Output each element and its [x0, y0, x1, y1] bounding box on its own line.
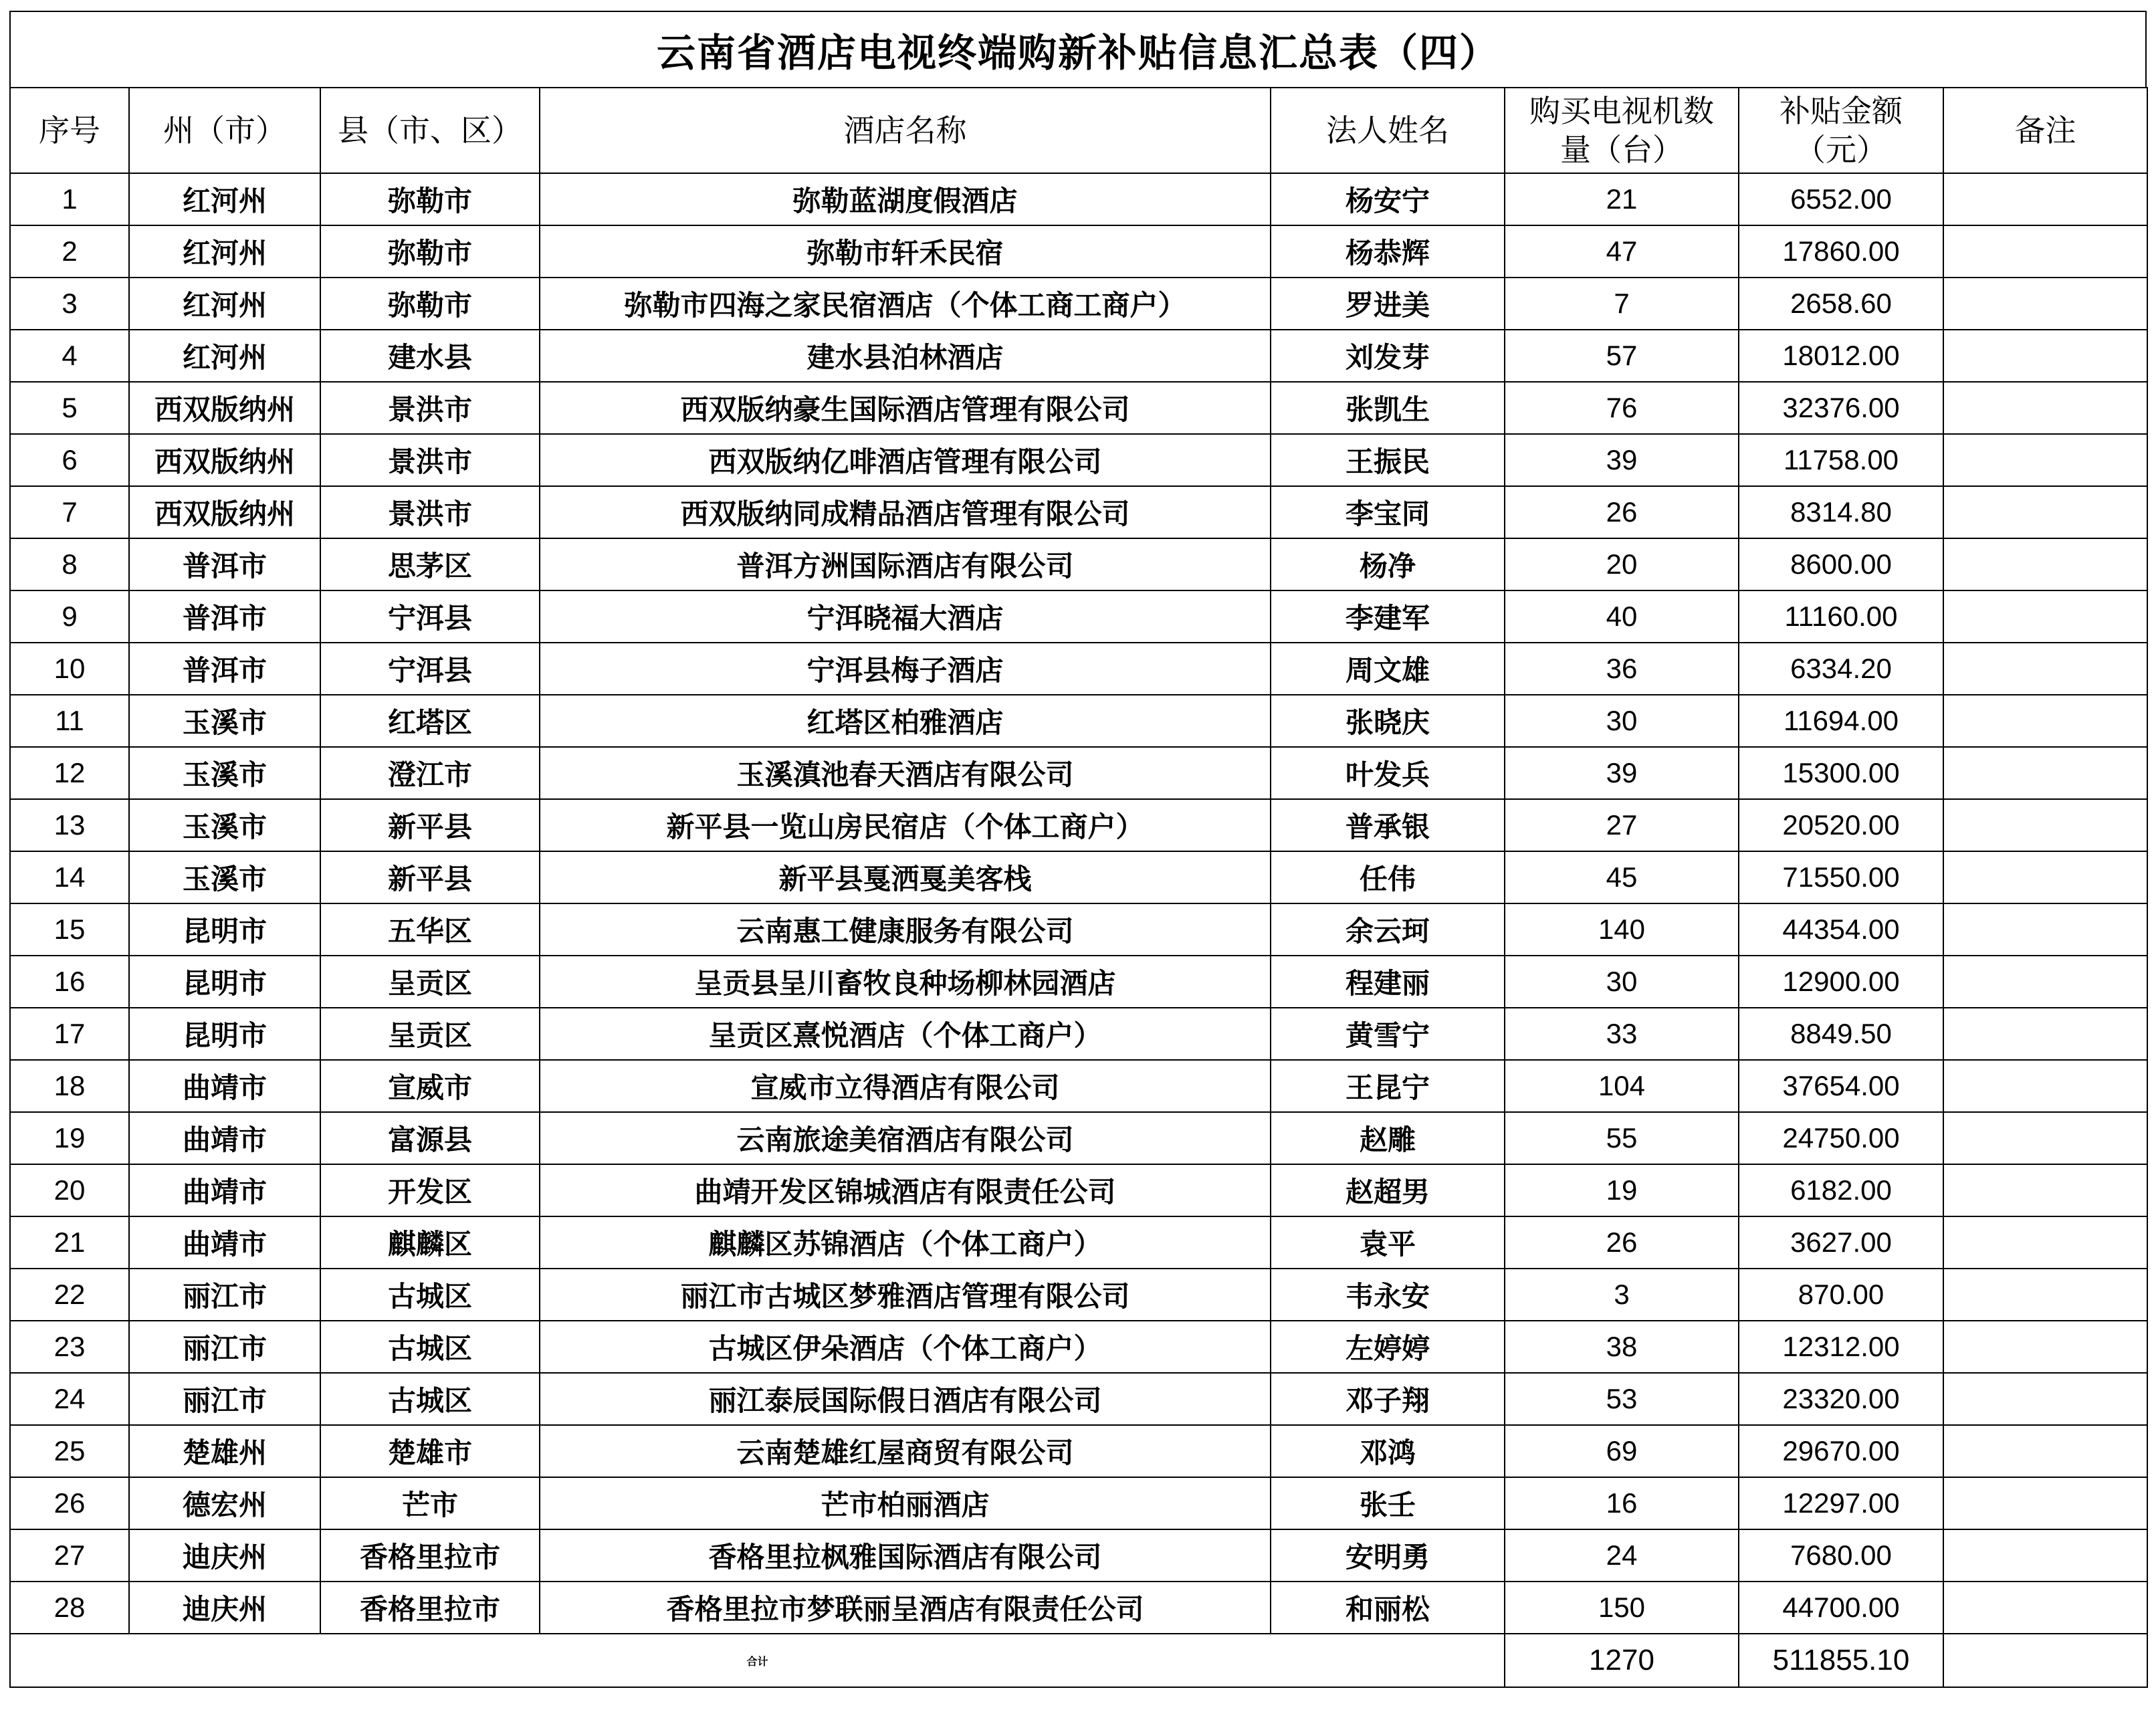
header-index: 序号: [10, 88, 129, 173]
cell-legal-person: 刘发芽: [1271, 330, 1505, 382]
total-subsidy: 511855.10: [1739, 1634, 1943, 1687]
cell-tv-count: 26: [1505, 1216, 1739, 1269]
cell-hotel-name: 弥勒蓝湖度假酒店: [540, 173, 1271, 225]
cell-prefecture: 玉溪市: [129, 695, 320, 747]
cell-county: 宁洱县: [320, 643, 540, 695]
cell-index: 5: [10, 382, 129, 434]
cell-prefecture: 曲靖市: [129, 1216, 320, 1269]
cell-prefecture: 德宏州: [129, 1477, 320, 1529]
table-row: [10, 330, 2147, 382]
cell-index: 3: [10, 278, 129, 330]
table-row: [10, 1425, 2147, 1477]
cell-hotel-name: 呈贡县呈川畜牧良种场柳林园酒店: [540, 956, 1271, 1008]
cell-subsidy: 24750.00: [1739, 1112, 1943, 1164]
table-row: [10, 1529, 2147, 1582]
cell-county: 建水县: [320, 330, 540, 382]
cell-tv-count: 45: [1505, 851, 1739, 903]
cell-tv-count: 21: [1505, 173, 1739, 225]
cell-county: 景洪市: [320, 486, 540, 538]
cell-legal-person: 赵雕: [1271, 1112, 1505, 1164]
cell-prefecture: 普洱市: [129, 643, 320, 695]
cell-tv-count: 19: [1505, 1164, 1739, 1216]
cell-prefecture: 普洱市: [129, 590, 320, 643]
cell-hotel-name: 丽江市古城区梦雅酒店管理有限公司: [540, 1269, 1271, 1321]
cell-legal-person: 杨净: [1271, 538, 1505, 590]
cell-legal-person: 王昆宁: [1271, 1060, 1505, 1112]
cell-subsidy: 11160.00: [1739, 590, 1943, 643]
cell-hotel-name: 新平县一览山房民宿店（个体工商户）: [540, 799, 1271, 851]
cell-index: 17: [10, 1008, 129, 1060]
table-row: [10, 382, 2147, 434]
cell-hotel-name: 麒麟区苏锦酒店（个体工商户）: [540, 1216, 1271, 1269]
cell-index: 20: [10, 1164, 129, 1216]
cell-remark: [1943, 747, 2147, 799]
cell-tv-count: 3: [1505, 1269, 1739, 1321]
cell-prefecture: 迪庆州: [129, 1529, 320, 1582]
cell-hotel-name: 新平县戛洒戛美客栈: [540, 851, 1271, 903]
cell-index: 18: [10, 1060, 129, 1112]
cell-prefecture: 普洱市: [129, 538, 320, 590]
cell-prefecture: 曲靖市: [129, 1164, 320, 1216]
table-row: [10, 851, 2147, 903]
table-row: [10, 1112, 2147, 1164]
cell-tv-count: 16: [1505, 1477, 1739, 1529]
cell-remark: [1943, 643, 2147, 695]
cell-legal-person: 袁平: [1271, 1216, 1505, 1269]
cell-tv-count: 36: [1505, 643, 1739, 695]
cell-index: 13: [10, 799, 129, 851]
cell-hotel-name: 香格里拉枫雅国际酒店有限公司: [540, 1529, 1271, 1582]
table-row: [10, 434, 2147, 486]
cell-prefecture: 西双版纳州: [129, 486, 320, 538]
cell-tv-count: 24: [1505, 1529, 1739, 1582]
cell-remark: [1943, 538, 2147, 590]
cell-prefecture: 红河州: [129, 330, 320, 382]
table-row: [10, 956, 2147, 1008]
cell-remark: [1943, 225, 2147, 278]
cell-remark: [1943, 382, 2147, 434]
cell-legal-person: 邓鸿: [1271, 1425, 1505, 1477]
cell-prefecture: 西双版纳州: [129, 382, 320, 434]
cell-legal-person: 周文雄: [1271, 643, 1505, 695]
cell-legal-person: 安明勇: [1271, 1529, 1505, 1582]
cell-subsidy: 6182.00: [1739, 1164, 1943, 1216]
cell-hotel-name: 曲靖开发区锦城酒店有限责任公司: [540, 1164, 1271, 1216]
table-row: [10, 1164, 2147, 1216]
cell-legal-person: 张凯生: [1271, 382, 1505, 434]
cell-county: 弥勒市: [320, 173, 540, 225]
cell-tv-count: 55: [1505, 1112, 1739, 1164]
table-row: [10, 1321, 2147, 1373]
cell-tv-count: 69: [1505, 1425, 1739, 1477]
cell-county: 古城区: [320, 1321, 540, 1373]
cell-remark: [1943, 956, 2147, 1008]
cell-hotel-name: 宣威市立得酒店有限公司: [540, 1060, 1271, 1112]
cell-tv-count: 26: [1505, 486, 1739, 538]
table-row: [10, 1582, 2147, 1634]
cell-county: 澄江市: [320, 747, 540, 799]
cell-subsidy: 6552.00: [1739, 173, 1943, 225]
table-row: [10, 643, 2147, 695]
cell-remark: [1943, 1269, 2147, 1321]
cell-index: 6: [10, 434, 129, 486]
cell-hotel-name: 弥勒市轩禾民宿: [540, 225, 1271, 278]
table-row: [10, 695, 2147, 747]
cell-subsidy: 8314.80: [1739, 486, 1943, 538]
cell-tv-count: 27: [1505, 799, 1739, 851]
cell-county: 香格里拉市: [320, 1582, 540, 1634]
cell-legal-person: 叶发兵: [1271, 747, 1505, 799]
cell-hotel-name: 香格里拉市梦联丽呈酒店有限责任公司: [540, 1582, 1271, 1634]
cell-legal-person: 黄雪宁: [1271, 1008, 1505, 1060]
cell-prefecture: 西双版纳州: [129, 434, 320, 486]
cell-county: 新平县: [320, 851, 540, 903]
cell-legal-person: 普承银: [1271, 799, 1505, 851]
cell-tv-count: 150: [1505, 1582, 1739, 1634]
cell-subsidy: 3627.00: [1739, 1216, 1943, 1269]
cell-remark: [1943, 1582, 2147, 1634]
cell-legal-person: 左婷婷: [1271, 1321, 1505, 1373]
cell-prefecture: 曲靖市: [129, 1060, 320, 1112]
cell-index: 7: [10, 486, 129, 538]
spreadsheet: [9, 11, 2147, 1688]
table-row: [10, 903, 2147, 956]
header-county: 县（市、区）: [320, 88, 540, 173]
cell-index: 4: [10, 330, 129, 382]
cell-prefecture: 昆明市: [129, 903, 320, 956]
cell-county: 红塔区: [320, 695, 540, 747]
table-row: [10, 278, 2147, 330]
cell-legal-person: 程建丽: [1271, 956, 1505, 1008]
cell-tv-count: 57: [1505, 330, 1739, 382]
cell-tv-count: 39: [1505, 747, 1739, 799]
cell-tv-count: 140: [1505, 903, 1739, 956]
cell-hotel-name: 宁洱县梅子酒店: [540, 643, 1271, 695]
cell-index: 28: [10, 1582, 129, 1634]
cell-subsidy: 7680.00: [1739, 1529, 1943, 1582]
cell-remark: [1943, 1425, 2147, 1477]
table-row: [10, 747, 2147, 799]
cell-prefecture: 昆明市: [129, 956, 320, 1008]
cell-hotel-name: 云南旅途美宿酒店有限公司: [540, 1112, 1271, 1164]
cell-remark: [1943, 1112, 2147, 1164]
cell-index: 24: [10, 1373, 129, 1425]
cell-tv-count: 47: [1505, 225, 1739, 278]
cell-index: 22: [10, 1269, 129, 1321]
cell-county: 楚雄市: [320, 1425, 540, 1477]
cell-subsidy: 17860.00: [1739, 225, 1943, 278]
cell-legal-person: 张壬: [1271, 1477, 1505, 1529]
cell-hotel-name: 弥勒市四海之家民宿酒店（个体工商工商户）: [540, 278, 1271, 330]
cell-subsidy: 15300.00: [1739, 747, 1943, 799]
cell-hotel-name: 古城区伊朵酒店（个体工商户）: [540, 1321, 1271, 1373]
header-legal-person: 法人姓名: [1271, 88, 1505, 173]
header-hotel: 酒店名称: [540, 88, 1271, 173]
cell-prefecture: 丽江市: [129, 1269, 320, 1321]
cell-hotel-name: 芒市柏丽酒店: [540, 1477, 1271, 1529]
cell-county: 五华区: [320, 903, 540, 956]
cell-tv-count: 30: [1505, 695, 1739, 747]
cell-tv-count: 38: [1505, 1321, 1739, 1373]
cell-legal-person: 李宝同: [1271, 486, 1505, 538]
cell-tv-count: 53: [1505, 1373, 1739, 1425]
cell-index: 27: [10, 1529, 129, 1582]
cell-index: 23: [10, 1321, 129, 1373]
cell-subsidy: 71550.00: [1739, 851, 1943, 903]
cell-index: 15: [10, 903, 129, 956]
cell-subsidy: 23320.00: [1739, 1373, 1943, 1425]
cell-prefecture: 曲靖市: [129, 1112, 320, 1164]
cell-county: 呈贡区: [320, 1008, 540, 1060]
cell-remark: [1943, 590, 2147, 643]
header-row: [10, 88, 2147, 173]
cell-tv-count: 104: [1505, 1060, 1739, 1112]
cell-legal-person: 张晓庆: [1271, 695, 1505, 747]
cell-remark: [1943, 851, 2147, 903]
total-remark: [1943, 1634, 2147, 1687]
table-row: [10, 1269, 2147, 1321]
table-row: [10, 590, 2147, 643]
cell-prefecture: 丽江市: [129, 1321, 320, 1373]
cell-remark: [1943, 1477, 2147, 1529]
cell-index: 9: [10, 590, 129, 643]
cell-subsidy: 37654.00: [1739, 1060, 1943, 1112]
cell-remark: [1943, 278, 2147, 330]
cell-remark: [1943, 434, 2147, 486]
cell-county: 新平县: [320, 799, 540, 851]
cell-county: 宣威市: [320, 1060, 540, 1112]
cell-county: 景洪市: [320, 382, 540, 434]
cell-remark: [1943, 330, 2147, 382]
cell-hotel-name: 西双版纳同成精品酒店管理有限公司: [540, 486, 1271, 538]
table-row: [10, 1060, 2147, 1112]
cell-county: 古城区: [320, 1373, 540, 1425]
cell-subsidy: 44700.00: [1739, 1582, 1943, 1634]
cell-hotel-name: 云南惠工健康服务有限公司: [540, 903, 1271, 956]
cell-index: 2: [10, 225, 129, 278]
cell-hotel-name: 红塔区柏雅酒店: [540, 695, 1271, 747]
cell-prefecture: 红河州: [129, 278, 320, 330]
cell-hotel-name: 西双版纳豪生国际酒店管理有限公司: [540, 382, 1271, 434]
cell-remark: [1943, 799, 2147, 851]
cell-index: 1: [10, 173, 129, 225]
cell-legal-person: 王振民: [1271, 434, 1505, 486]
total-label: 合计: [10, 1634, 1505, 1687]
cell-remark: [1943, 903, 2147, 956]
cell-tv-count: 20: [1505, 538, 1739, 590]
cell-county: 景洪市: [320, 434, 540, 486]
cell-subsidy: 32376.00: [1739, 382, 1943, 434]
cell-county: 香格里拉市: [320, 1529, 540, 1582]
cell-legal-person: 和丽松: [1271, 1582, 1505, 1634]
cell-legal-person: 任伟: [1271, 851, 1505, 903]
cell-hotel-name: 玉溪滇池春天酒店有限公司: [540, 747, 1271, 799]
cell-tv-count: 40: [1505, 590, 1739, 643]
cell-legal-person: 余云珂: [1271, 903, 1505, 956]
cell-prefecture: 迪庆州: [129, 1582, 320, 1634]
cell-index: 21: [10, 1216, 129, 1269]
cell-subsidy: 8849.50: [1739, 1008, 1943, 1060]
cell-county: 弥勒市: [320, 278, 540, 330]
table-row: [10, 173, 2147, 225]
cell-prefecture: 红河州: [129, 225, 320, 278]
table-row: [10, 1008, 2147, 1060]
cell-index: 10: [10, 643, 129, 695]
table-row: [10, 1373, 2147, 1425]
header-tv-count: 购买电视机数量（台）: [1505, 88, 1739, 173]
table-row: [10, 538, 2147, 590]
cell-remark: [1943, 1164, 2147, 1216]
cell-index: 8: [10, 538, 129, 590]
cell-subsidy: 6334.20: [1739, 643, 1943, 695]
cell-subsidy: 11758.00: [1739, 434, 1943, 486]
cell-index: 12: [10, 747, 129, 799]
cell-county: 思茅区: [320, 538, 540, 590]
cell-legal-person: 李建军: [1271, 590, 1505, 643]
cell-legal-person: 杨安宁: [1271, 173, 1505, 225]
cell-subsidy: 2658.60: [1739, 278, 1943, 330]
cell-index: 25: [10, 1425, 129, 1477]
cell-county: 弥勒市: [320, 225, 540, 278]
cell-subsidy: 12297.00: [1739, 1477, 1943, 1529]
header-subsidy: 补贴金额（元）: [1739, 88, 1943, 173]
cell-tv-count: 76: [1505, 382, 1739, 434]
cell-county: 宁洱县: [320, 590, 540, 643]
cell-hotel-name: 建水县泊林酒店: [540, 330, 1271, 382]
cell-tv-count: 39: [1505, 434, 1739, 486]
table-row: [10, 486, 2147, 538]
cell-legal-person: 罗进美: [1271, 278, 1505, 330]
cell-prefecture: 玉溪市: [129, 747, 320, 799]
cell-county: 麒麟区: [320, 1216, 540, 1269]
cell-county: 古城区: [320, 1269, 540, 1321]
cell-county: 呈贡区: [320, 956, 540, 1008]
cell-index: 26: [10, 1477, 129, 1529]
cell-index: 19: [10, 1112, 129, 1164]
cell-hotel-name: 呈贡区熹悦酒店（个体工商户）: [540, 1008, 1271, 1060]
table-body: [10, 173, 2147, 1634]
cell-subsidy: 44354.00: [1739, 903, 1943, 956]
cell-remark: [1943, 1008, 2147, 1060]
cell-prefecture: 丽江市: [129, 1373, 320, 1425]
total-tv-count: 1270: [1505, 1634, 1739, 1687]
cell-subsidy: 12312.00: [1739, 1321, 1943, 1373]
cell-subsidy: 11694.00: [1739, 695, 1943, 747]
table-title: 云南省酒店电视终端购新补贴信息汇总表（四）: [9, 11, 2147, 87]
table-row: [10, 799, 2147, 851]
header-remark: 备注: [1943, 88, 2147, 173]
cell-tv-count: 30: [1505, 956, 1739, 1008]
cell-subsidy: 18012.00: [1739, 330, 1943, 382]
cell-prefecture: 昆明市: [129, 1008, 320, 1060]
total-row: [10, 1634, 2147, 1687]
cell-remark: [1943, 173, 2147, 225]
header-prefecture: 州（市）: [129, 88, 320, 173]
cell-prefecture: 楚雄州: [129, 1425, 320, 1477]
cell-remark: [1943, 1060, 2147, 1112]
cell-legal-person: 杨恭辉: [1271, 225, 1505, 278]
cell-index: 11: [10, 695, 129, 747]
cell-subsidy: 12900.00: [1739, 956, 1943, 1008]
cell-remark: [1943, 486, 2147, 538]
cell-subsidy: 29670.00: [1739, 1425, 1943, 1477]
cell-index: 14: [10, 851, 129, 903]
cell-tv-count: 33: [1505, 1008, 1739, 1060]
cell-hotel-name: 云南楚雄红屋商贸有限公司: [540, 1425, 1271, 1477]
cell-legal-person: 赵超男: [1271, 1164, 1505, 1216]
cell-county: 富源县: [320, 1112, 540, 1164]
cell-tv-count: 7: [1505, 278, 1739, 330]
cell-hotel-name: 普洱方洲国际酒店有限公司: [540, 538, 1271, 590]
table-row: [10, 225, 2147, 278]
cell-remark: [1943, 1321, 2147, 1373]
cell-hotel-name: 宁洱晓福大酒店: [540, 590, 1271, 643]
cell-prefecture: 玉溪市: [129, 851, 320, 903]
cell-remark: [1943, 1373, 2147, 1425]
cell-remark: [1943, 695, 2147, 747]
cell-subsidy: 8600.00: [1739, 538, 1943, 590]
cell-prefecture: 玉溪市: [129, 799, 320, 851]
subsidy-table: [9, 87, 2148, 1688]
table-row: [10, 1477, 2147, 1529]
cell-subsidy: 20520.00: [1739, 799, 1943, 851]
cell-prefecture: 红河州: [129, 173, 320, 225]
table-row: [10, 1216, 2147, 1269]
cell-index: 16: [10, 956, 129, 1008]
cell-legal-person: 韦永安: [1271, 1269, 1505, 1321]
cell-legal-person: 邓子翔: [1271, 1373, 1505, 1425]
cell-subsidy: 870.00: [1739, 1269, 1943, 1321]
cell-remark: [1943, 1529, 2147, 1582]
cell-remark: [1943, 1216, 2147, 1269]
cell-county: 开发区: [320, 1164, 540, 1216]
cell-county: 芒市: [320, 1477, 540, 1529]
cell-hotel-name: 西双版纳亿啡酒店管理有限公司: [540, 434, 1271, 486]
cell-hotel-name: 丽江泰辰国际假日酒店有限公司: [540, 1373, 1271, 1425]
